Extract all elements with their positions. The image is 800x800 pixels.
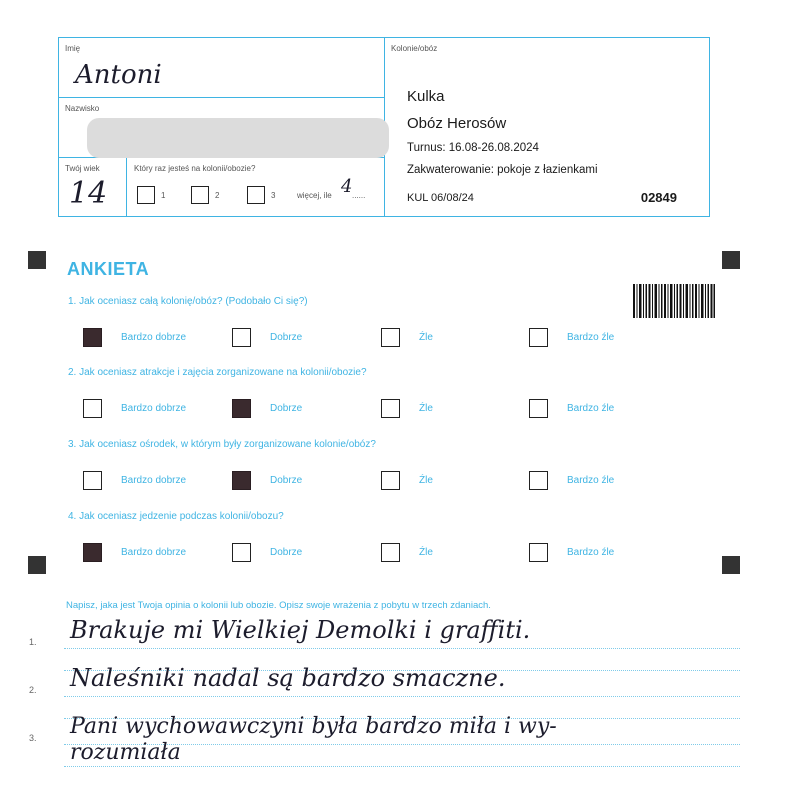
question-3: 3. Jak oceniasz ośrodek, w którym były zorganizowane kolonie/obóz? [68, 439, 376, 450]
answer-label: Źle [419, 475, 433, 486]
answer-label: Źle [419, 547, 433, 558]
nazwisko-label: Nazwisko [65, 104, 100, 113]
answer-label: Bardzo dobrze [121, 475, 187, 486]
answer-checkbox[interactable] [381, 399, 400, 418]
answer-label: Dobrze [270, 403, 303, 414]
answer-label: Dobrze [270, 475, 303, 486]
answer-checkbox[interactable] [83, 543, 102, 562]
wiek-label: Twój wiek [65, 164, 100, 173]
ktory-raz-checkbox-2[interactable] [191, 186, 209, 204]
kolonie-cell [385, 38, 709, 216]
opinion-line-2[interactable]: Naleśniki nadal są bardzo smaczne. [70, 664, 506, 692]
ktory-raz-option-1: 1 [161, 191, 166, 200]
imie-cell [59, 38, 385, 98]
answer-checkbox[interactable] [83, 399, 102, 418]
wiek-value[interactable]: 14 [69, 176, 108, 211]
writing-line-3b [64, 766, 740, 767]
ktory-raz-checkbox-3[interactable] [247, 186, 265, 204]
answer-checkbox[interactable] [232, 399, 251, 418]
answer-row-2 [0, 399, 800, 421]
question-2: 2. Jak oceniasz atrakcje i zajęcia zorganizowane na kolonii/obozie? [68, 367, 367, 378]
ktory-raz-option-3: 3 [271, 191, 276, 200]
answer-checkbox[interactable] [381, 543, 400, 562]
answer-checkbox[interactable] [529, 399, 548, 418]
registration-marker-top-right [722, 251, 740, 269]
answer-checkbox[interactable] [83, 471, 102, 490]
question-1: 1. Jak oceniasz całą kolonię/obóz? (Podobało Ci się?) [68, 296, 308, 307]
turnus-value: 16.08-26.08.2024 [448, 142, 539, 154]
answer-checkbox[interactable] [83, 328, 102, 347]
opinion-instruction: Napisz, jaka jest Twoja opinia o kolonii lub obozie. Opisz swoje wrażenia z pobytu w trzech zdaniach. [66, 600, 491, 611]
form-number: 02849 [640, 190, 677, 205]
line-number-3: 3. [29, 733, 37, 743]
opinion-line-1[interactable]: Brakuje mi Wielkiej Demolki i graffiti. [70, 616, 531, 644]
answer-label: Bardzo źle [567, 332, 615, 343]
registration-marker-top-left [28, 251, 46, 269]
wiecej-dots: ...... [352, 191, 366, 200]
ktory-raz-label: Który raz jesteś na kolonii/obozie? [134, 164, 256, 173]
camp-name: Kulka [407, 88, 445, 105]
line-number-1: 1. [29, 637, 37, 647]
answer-checkbox[interactable] [232, 543, 251, 562]
writing-line-2a [64, 696, 740, 697]
answer-row-1 [0, 328, 800, 350]
turnus-label: Turnus: [407, 142, 446, 154]
camp-type: Obóz Herosów [407, 115, 507, 132]
imie-value[interactable]: Antoni [75, 60, 162, 90]
answer-label: Źle [419, 403, 433, 414]
answer-label: Bardzo źle [567, 403, 615, 414]
answer-checkbox[interactable] [529, 328, 548, 347]
answer-checkbox[interactable] [381, 471, 400, 490]
kolonie-label: Kolonie/obóz [391, 44, 438, 53]
zakwaterowanie-line [407, 164, 598, 176]
ktory-raz-cell [127, 158, 385, 216]
answer-checkbox[interactable] [529, 471, 548, 490]
header-form [58, 37, 710, 217]
opinion-line-4[interactable]: rozumiała [70, 740, 181, 765]
ktory-raz-option-2: 2 [215, 191, 220, 200]
turnus-line [407, 142, 539, 154]
opinion-line-3[interactable]: Pani wychowawczyni była bardzo miła i wy- [70, 714, 557, 739]
writing-line-1a [64, 648, 740, 649]
answer-row-3 [0, 471, 800, 493]
answer-label: Bardzo dobrze [121, 403, 187, 414]
imie-label: Imię [65, 44, 81, 53]
answer-checkbox[interactable] [529, 543, 548, 562]
nazwisko-cell [59, 98, 385, 158]
answer-checkbox[interactable] [232, 471, 251, 490]
answer-label: Dobrze [270, 547, 303, 558]
camp-code: KUL 06/08/24 [407, 192, 474, 204]
answer-row-4 [0, 543, 800, 565]
answer-checkbox[interactable] [381, 328, 400, 347]
wiecej-label: więcej, ile [297, 191, 332, 200]
barcode [633, 284, 715, 318]
wiek-cell [59, 158, 127, 216]
answer-checkbox[interactable] [232, 328, 251, 347]
ktory-raz-checkbox-1[interactable] [137, 186, 155, 204]
answer-label: Źle [419, 332, 433, 343]
answer-label: Bardzo dobrze [121, 547, 187, 558]
answer-label: Dobrze [270, 332, 303, 343]
zakwaterowanie-label: Zakwaterowanie: [407, 164, 494, 176]
wiecej-value[interactable]: 4 [341, 176, 353, 197]
question-4: 4. Jak oceniasz jedzenie podczas kolonii/obozu? [68, 511, 284, 522]
redacted-surname [87, 118, 389, 158]
answer-label: Bardzo źle [567, 547, 615, 558]
survey-title: ANKIETA [67, 259, 150, 279]
answer-label: Bardzo źle [567, 475, 615, 486]
line-number-2: 2. [29, 685, 37, 695]
zakwaterowanie-value: pokoje z łazienkami [497, 164, 598, 176]
answer-label: Bardzo dobrze [121, 332, 187, 343]
